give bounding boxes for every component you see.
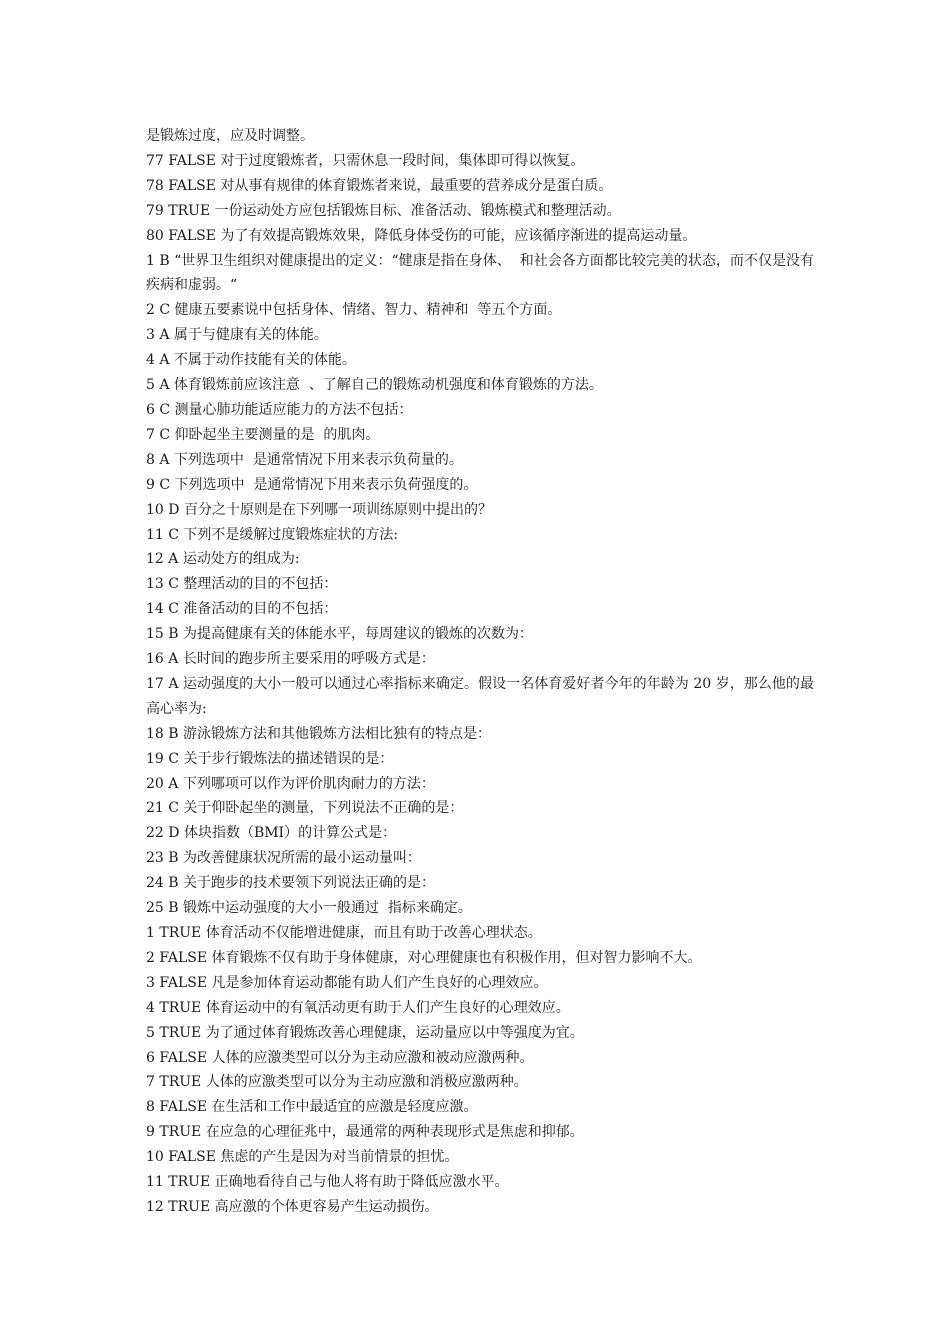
text-line: 8 A 下列选项中 是通常情况下用来表示负荷量的。 <box>146 451 463 468</box>
text-line: 1 B “世界卫生组织对健康提出的定义：“健康是指在身体、 和社会各方面都比较完美的状态，而不仅是没有疾病和虚弱。“ <box>146 252 814 294</box>
text-line: 1 TRUE 体育活动不仅能增进健康，而且有助于改善心理状态。 <box>146 925 542 941</box>
text-line: 11 C 下列不是缓解过度锻炼症状的方法: <box>146 526 399 543</box>
text-line: 17 A 运动强度的大小一般可以通过心率指标来确定。假设一名体育爱好者今年的年龄为 20 岁，那么他的最高心率为: <box>146 675 814 717</box>
text-line: 21 C 关于仰卧起坐的测量，下列说法不正确的是： <box>146 800 464 817</box>
text-line: 3 A 属于与健康有关的体能。 <box>146 327 328 344</box>
text-line: 7 TRUE 人体的应激类型可以分为主动应激和消极应激两种。 <box>146 1074 528 1091</box>
text-line: 24 B 关于跑步的技术要领下列说法正确的是： <box>146 875 436 892</box>
text-line: 是锻炼过度，应及时调整。 <box>146 128 314 144</box>
text-line: 10 FALSE 焦虑的产生是因为对当前情景的担忧。 <box>146 1149 459 1166</box>
text-line: 20 A 下列哪项可以作为评价肌肉耐力的方法： <box>146 775 435 792</box>
text-line: 77 FALSE 对于过度锻炼者，只需休息一段时间，集体即可得以恢复。 <box>146 152 585 169</box>
text-line: 13 C 整理活动的目的不包括： <box>146 576 338 593</box>
text-line: 11 TRUE 正确地看待自己与他人将有助于降低应激水平。 <box>146 1174 509 1191</box>
text-line: 12 A 运动处方的组成为: <box>146 551 300 568</box>
text-line: 10 D 百分之十原则是在下列哪一项训练原则中提出的？ <box>146 501 492 518</box>
text-line: 7 C 仰卧起坐主要测量的是 的肌肉。 <box>146 426 380 443</box>
text-line: 78 FALSE 对从事有规律的体育锻炼者来说，最重要的营养成分是蛋白质。 <box>146 177 613 194</box>
text-line: 14 C 准备活动的目的不包括： <box>146 601 338 618</box>
text-line: 23 B 为改善健康状况所需的最小运动量叫： <box>146 850 422 867</box>
text-line: 4 TRUE 体育运动中的有氧活动更有助于人们产生良好的心理效应。 <box>146 999 570 1016</box>
text-line: 2 C 健康五要素说中包括身体、情绪、智力、精神和 等五个方面。 <box>146 302 562 319</box>
text-line: 6 C 测量心肺功能适应能力的方法不包括： <box>146 401 413 418</box>
text-line: 22 D 体块指数（BMI）的计算公式是： <box>146 825 397 842</box>
text-line: 3 FALSE 凡是参加体育运动都能有助人们产生良好的心理效应。 <box>146 974 548 991</box>
text-line: 9 C 下列选项中 是通常情况下用来表示负荷强度的。 <box>146 476 478 493</box>
text-line: 25 B 锻炼中运动强度的大小一般通过 指标来确定。 <box>146 900 472 917</box>
text-line: 18 B 游泳锻炼方法和其他锻炼方法相比独有的特点是： <box>146 725 492 742</box>
text-line: 15 B 为提高健康有关的体能水平，每周建议的锻炼的次数为： <box>146 626 534 643</box>
text-line: 79 TRUE 一份运动处方应包括锻炼目标、准备活动、锻炼模式和整理活动。 <box>146 202 621 219</box>
text-line: 80 FALSE 为了有效提高锻炼效果，降低身体受伤的可能，应该循序渐进的提高运动量。 <box>146 227 697 244</box>
text-line: 5 TRUE 为了通过体育锻炼改善心理健康，运动量应以中等强度为宜。 <box>146 1024 584 1041</box>
text-line: 4 A 不属于动作技能有关的体能。 <box>146 352 356 369</box>
text-line: 5 A 体育锻炼前应该注意 、了解自己的锻炼动机强度和体育锻炼的方法。 <box>146 377 603 394</box>
text-line: 2 FALSE 体育锻炼不仅有助于身体健康，对心理健康也有积极作用，但对智力影响不大。 <box>146 949 702 966</box>
text-line: 12 TRUE 高应激的个体更容易产生运动损伤。 <box>146 1198 439 1215</box>
text-line: 16 A 长时间的跑步所主要采用的呼吸方式是： <box>146 651 435 668</box>
text-line: 19 C 关于步行锻炼法的描述错误的是： <box>146 750 394 767</box>
text-line: 8 FALSE 在生活和工作中最适宜的应激是轻度应激。 <box>146 1099 478 1116</box>
text-line: 6 FALSE 人体的应激类型可以分为主动应激和被动应激两种。 <box>146 1049 534 1066</box>
text-line: 9 TRUE 在应急的心理征兆中，最通常的两种表现形式是焦虑和抑郁。 <box>146 1124 584 1141</box>
document-body <box>146 124 814 1220</box>
